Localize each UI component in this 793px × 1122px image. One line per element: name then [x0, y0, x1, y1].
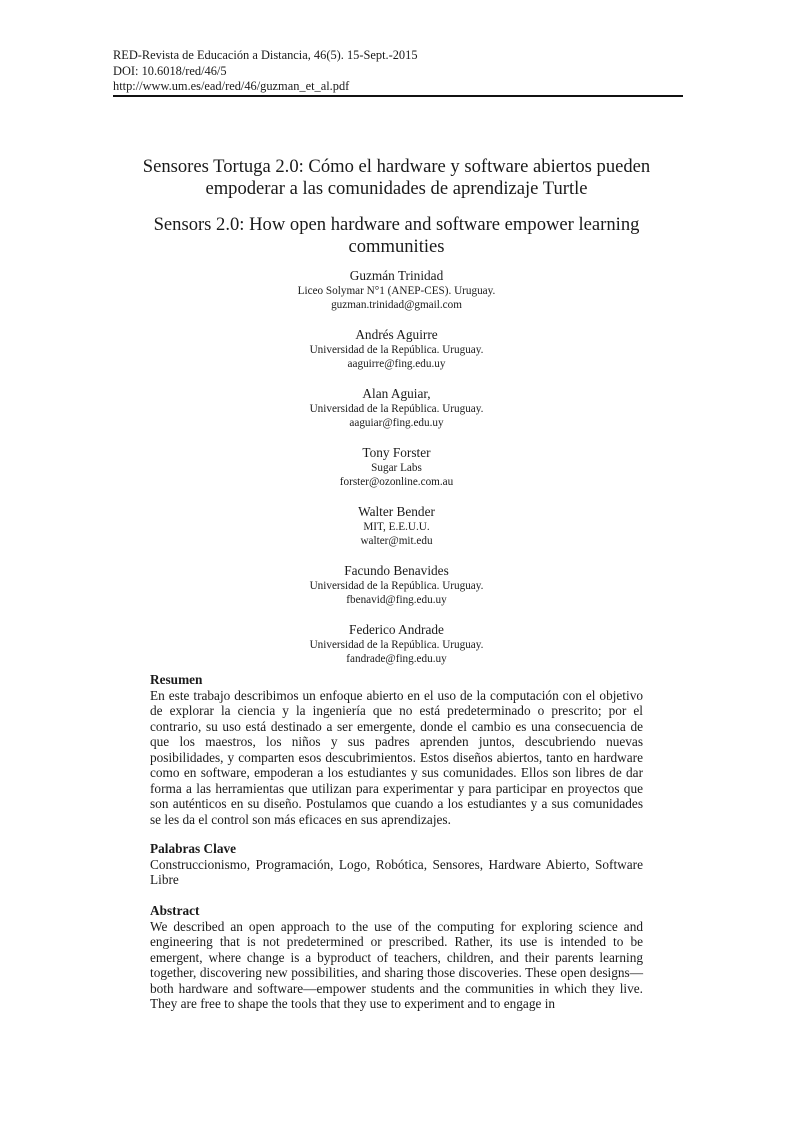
author-email[interactable]: aaguirre@fing.edu.uy: [347, 358, 446, 370]
abstract-section: [150, 903, 643, 1012]
keywords-text: Construccionismo, Programación, Logo, Robótica, Sensores, Hardware Abierto, Software Libre: [150, 856, 643, 887]
author-name: Federico Andrade: [349, 622, 444, 637]
author-entry: [200, 445, 593, 489]
author-name: Andrés Aguirre: [355, 327, 438, 342]
journal-citation: RED-Revista de Educación a Distancia, 46(5). 15-Sept.-2015: [113, 48, 418, 62]
resumen-text: En este trabajo describimos un enfoque abierto en el uso de la computación con el objetivo de explorar la ciencia y la ingeniería que no está predeterminado o prescrito; por el contrario, su uso está destinado a ser emergente, donde el cambio es una consecuencia de que los maestros, los niños y sus padres aprenden juntos, descubriendo nuevas posibilidades, y comparten esos descubrimientos. Estos diseños abiertos, tanto en hardware como en software, empoderan a los estudiantes y sus comunidades. Ellos son libres de dar forma a las herramientas que utilizan para experimentar y para participar en proyectos que son auténticos en su diseño. Postulamos que cuando a los estudiantes y a sus comunidades se les da el control son más eficaces en sus aprendizajes.: [150, 687, 643, 827]
author-entry: [200, 386, 593, 430]
title-spanish-line2: empoderar a las comunidades de aprendizaje Turtle: [205, 178, 588, 199]
author-email[interactable]: fbenavid@fing.edu.uy: [346, 594, 447, 606]
author-email[interactable]: walter@mit.edu: [360, 535, 433, 547]
author-entry: [200, 563, 593, 607]
author-entry: [200, 622, 593, 666]
author-entry: [200, 268, 593, 312]
author-name: Guzmán Trinidad: [349, 268, 444, 283]
author-name: Tony Forster: [362, 445, 431, 460]
author-email[interactable]: guzman.trinidad@gmail.com: [331, 299, 462, 311]
author-name: Walter Bender: [358, 504, 435, 519]
article-url[interactable]: http://www.um.es/ead/red/46/guzman_et_al.pdf: [113, 79, 350, 93]
running-header: [113, 48, 683, 95]
title-spanish: [120, 156, 673, 200]
keywords-section: [150, 841, 643, 888]
author-name: Alan Aguiar,: [362, 386, 431, 401]
title-english-line2: communities: [348, 236, 445, 257]
header-rule: [113, 95, 683, 97]
title-english-line1: Sensors 2.0: How open hardware and software empower learning: [153, 214, 640, 235]
author-affiliation: Sugar Labs: [371, 462, 422, 474]
author-email[interactable]: aaguiar@fing.edu.uy: [349, 417, 444, 429]
author-email[interactable]: forster@ozonline.com.au: [339, 476, 454, 488]
author-name: Facundo Benavides: [344, 563, 449, 578]
author-affiliation: Universidad de la República. Uruguay.: [309, 580, 484, 592]
resumen-section: [150, 672, 643, 827]
author-affiliation: Liceo Solymar N°1 (ANEP-CES). Uruguay.: [297, 285, 496, 297]
keywords-heading: Palabras Clave: [150, 841, 237, 856]
abstract-text: We described an open approach to the use of the computing for exploring science and engineering that is not predetermined or prescribed. Rather, its use is intended to be emergent, where change is a byproduct of teachers, children, and their parents learning together, discovering new possibilities, and sharing those discoveries. These open designs—both hardware and software—empower students and the communities in which they live. They are free to shape the tools that they use to experiment and to engage in: [150, 918, 643, 1011]
author-affiliation: Universidad de la República. Uruguay.: [309, 403, 484, 415]
author-affiliation: MIT, E.E.U.U.: [363, 521, 430, 533]
author-entry: [200, 327, 593, 371]
abstract-heading: Abstract: [150, 903, 200, 918]
doi: DOI: 10.6018/red/46/5: [113, 63, 227, 78]
title-spanish-line1: Sensores Tortuga 2.0: Cómo el hardware y software abiertos pueden: [142, 156, 651, 177]
resumen-heading: Resumen: [150, 672, 203, 687]
author-email[interactable]: fandrade@fing.edu.uy: [346, 653, 447, 665]
author-affiliation: Universidad de la República. Uruguay.: [309, 344, 484, 356]
author-list: [200, 268, 593, 681]
title-english: [120, 214, 673, 258]
author-entry: [200, 504, 593, 548]
author-affiliation: Universidad de la República. Uruguay.: [309, 639, 484, 651]
